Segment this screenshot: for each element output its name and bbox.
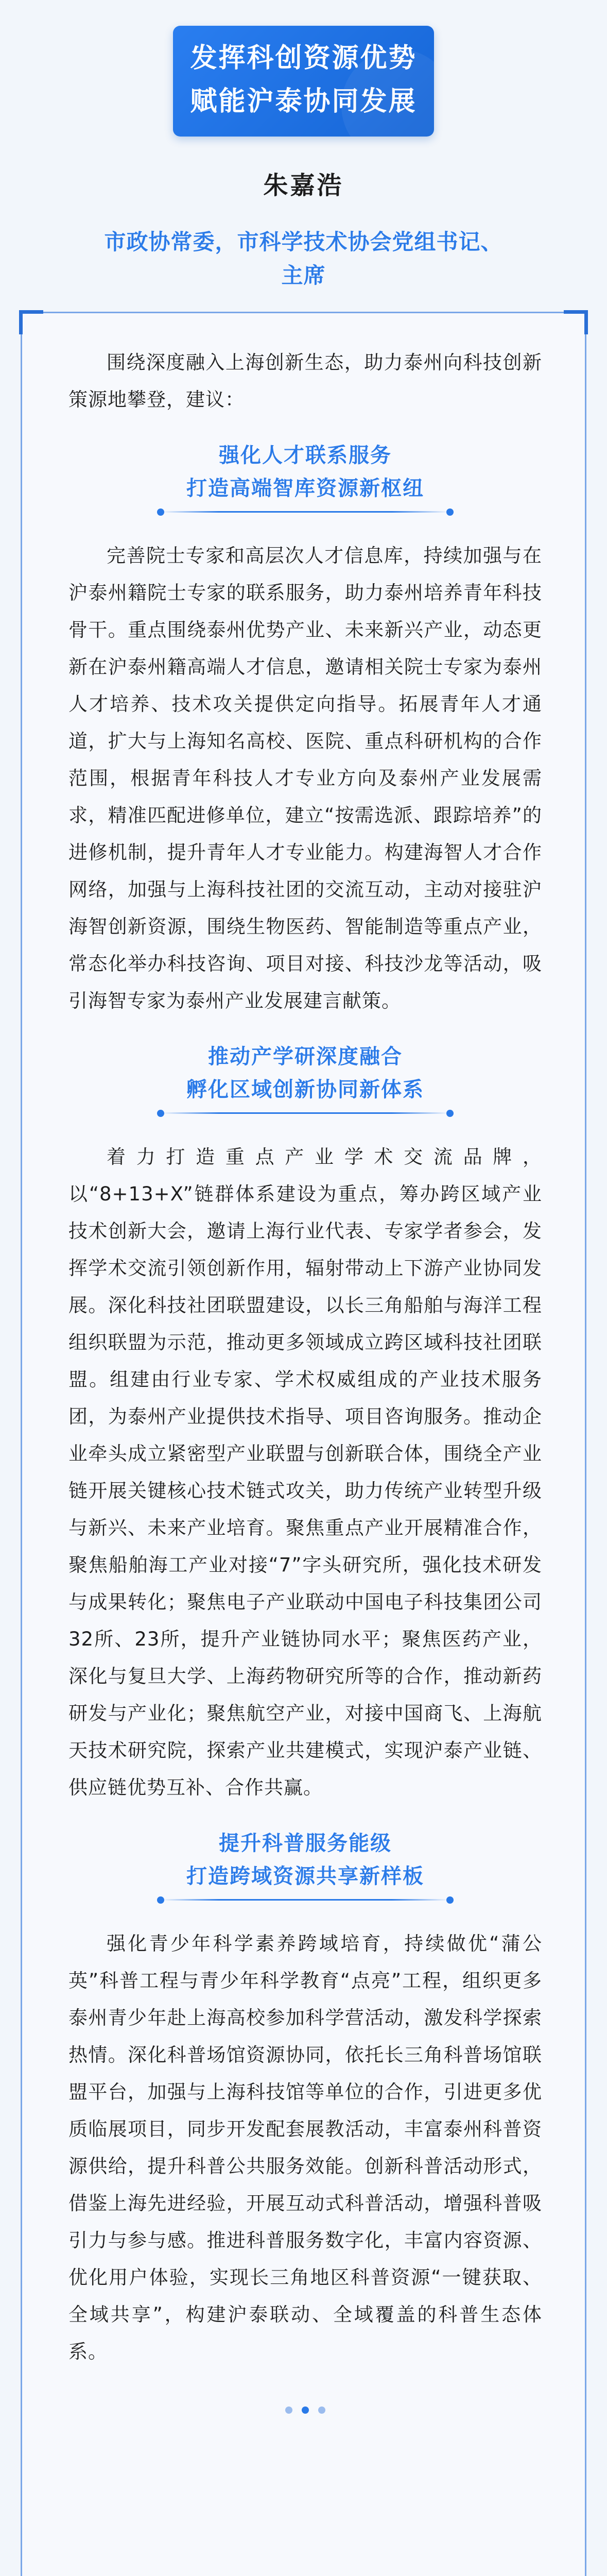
section-heading-3 bbox=[125, 1827, 485, 1901]
section-heading-2 bbox=[125, 1040, 485, 1114]
article-body bbox=[68, 344, 542, 2414]
section-2-heading-rule bbox=[161, 1112, 449, 1114]
heading-dot-decoration bbox=[446, 1110, 454, 1117]
heading-dot-decoration bbox=[446, 509, 454, 516]
end-decoration bbox=[254, 2406, 357, 2414]
title-banner bbox=[173, 26, 434, 137]
heading-dot-decoration bbox=[157, 1110, 164, 1117]
section-2-heading-line-1: 推动产学研深度融合 bbox=[208, 1045, 403, 1069]
section-1-heading-line-2: 打造高端智库资源新枢纽 bbox=[186, 477, 424, 500]
intro-paragraph: 围绕深度融入上海创新生态，助力泰州向科技创新策源地攀登，建议： bbox=[68, 351, 542, 411]
article-frame bbox=[21, 312, 586, 2576]
section-1-heading-rule bbox=[161, 511, 449, 513]
section-heading-1 bbox=[125, 439, 485, 513]
section-1-paragraph: 完善院士专家和高层次人才信息库，持续加强与在沪泰州籍院士专家的联系服务，助力泰州培养青年科技骨干。重点围绕泰州优势产业、未来新兴产业，动态更新在沪泰州籍高端人才信息，邀请相关院士专家为泰州人才培养、技术攻关提供定向指导。拓展青年人才通道，扩大与上海知名高校、医院、重点科研机构的合作范围，根据青年科技人才专业方向及泰州产业发展需求，精准匹配进修单位，建立“按需选派、跟踪培养”的进修机制，提升青年人才专业能力。构建海智人才合作网络，加强与上海科技社团的交流互动，主动对接驻沪海智创新资源，围绕生物医药、智能制造等重点产业，常态化举办科技咨询、项目对接、科技沙龙等活动，吸引海智专家为泰州产业发展建言献策。 bbox=[68, 545, 542, 1012]
section-3-heading-rule bbox=[161, 1899, 449, 1901]
section-2-paragraph: 着力打造重点产业学术交流品牌，以“8+13+X”链群体系建设为重点，筹办跨区域产业技术创新大会，邀请上海行业代表、专家学者参会，发挥学术交流引领创新作用，辐射带动上下游产业协同发展。深化科技社团联盟建设，以长三角船舶与海洋工程组织联盟为示范，推动更多领域成立跨区域科技社团联盟。组建由行业专家、学术权威组成的产业技术服务团，为泰州产业提供技术指导、项目咨询服务。推动企业牵头成立紧密型产业联盟与创新联合体，围绕全产业链开展关键核心技术链式攻关，助力传统产业转型升级与新兴、未来产业培育。聚焦重点产业开展精准合作，聚焦船舶海工产业对接“7”字头研究所，强化技术研发与成果转化；聚焦电子产业联动中国电子科技集团公司32所、23所，提升产业链协同水平；聚焦医药产业，深化与复旦大学、上海药物研究所等的合作，推动新药研发与产业化；聚焦航空产业，对接中国商飞、上海航天技术研究院，探索产业共建模式，实现沪泰产业链、供应链优势互补、合作共赢。 bbox=[68, 1146, 542, 1799]
section-3-paragraph: 强化青少年科学素养跨域培育，持续做优“蒲公英”科普工程与青少年科学教育“点亮”工程，组织更多泰州青少年赴上海高校参加科学营活动，激发科学探索热情。深化科普场馆资源协同，依托长三角科普场馆联盟平台，加强与上海科技馆等单位的合作，引进更多优质临展项目，同步开发配套展教活动，丰富泰州科普资源供给，提升科普公共服务效能。创新科普活动形式，借鉴上海先进经验，开展互动式科普活动，增强科普吸引力与参与感。推进科普服务数字化，丰富内容资源、优化用户体验，实现长三角地区科普资源“一键获取、全域共享”，构建沪泰联动、全域覆盖的科普生态体系。 bbox=[68, 1933, 542, 2363]
end-dot bbox=[318, 2406, 325, 2414]
end-dot bbox=[285, 2406, 292, 2414]
author-name: 朱嘉浩 bbox=[263, 171, 344, 200]
heading-dot-decoration bbox=[157, 509, 164, 516]
author-title-line-2: 主席 bbox=[281, 263, 326, 288]
heading-dot-decoration bbox=[157, 1896, 164, 1904]
article-header bbox=[0, 0, 607, 289]
section-2-heading-line-2: 孵化区域创新协同新体系 bbox=[186, 1078, 424, 1101]
article-title-line-1: 发挥科创资源优势 bbox=[190, 43, 417, 74]
section-1-heading-line-1: 强化人才联系服务 bbox=[219, 444, 392, 467]
end-dot bbox=[302, 2406, 309, 2414]
author-title-line-1: 市政协常委，市科学技术协会党组书记、 bbox=[104, 229, 503, 255]
article-title-line-2: 赋能沪泰协同发展 bbox=[190, 86, 417, 117]
heading-dot-decoration bbox=[446, 1896, 454, 1904]
frame-corner-top-right bbox=[564, 310, 588, 334]
section-3-heading-line-2: 打造跨域资源共享新样板 bbox=[186, 1865, 424, 1888]
frame-corner-top-left bbox=[19, 310, 43, 334]
section-3-heading-line-1: 提升科普服务能级 bbox=[219, 1832, 392, 1855]
